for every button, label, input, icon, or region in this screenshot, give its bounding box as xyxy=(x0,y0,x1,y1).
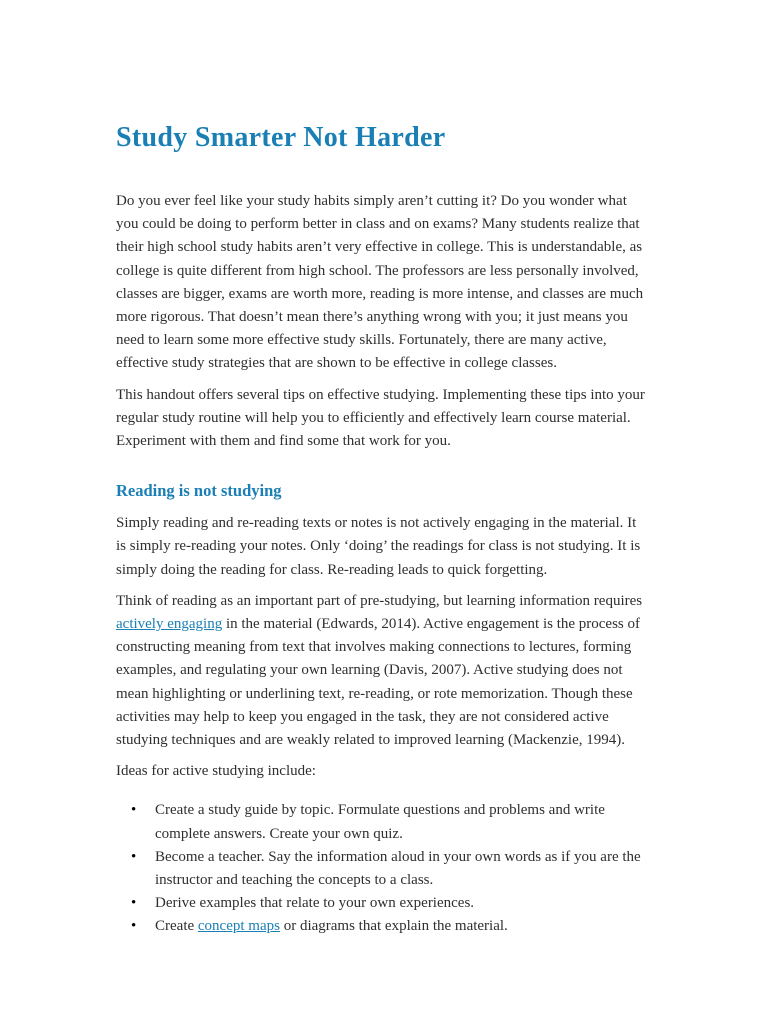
list-item-text-start: Create xyxy=(155,918,198,935)
bullet-icon: • xyxy=(131,848,137,865)
intro-paragraph-2: This handout offers several tips on effective studying. Implementing these tips into your regular study routine will help you to efficiently and effectively learn course material. Experiment with them and find some that work for you. xyxy=(116,386,645,450)
list-item xyxy=(131,915,649,938)
list-item xyxy=(131,799,649,845)
list-item xyxy=(131,846,649,892)
intro-paragraph-1: Do you ever feel like your study habits simply aren’t cutting it? Do you wonder what you could be doing to perform better in class and on exams? Many students realize that their high school study habits aren’t very effective in college. This is understandable, as college is quite different from high school. The professors are less personally involved, classes are bigger, exams are worth more, reading is more intense, and classes are much more rigorous. That doesn’t mean there’s anything wrong with you; it just means you need to learn some more effective study skills. Fortunately, there are many active, effective study strategies that are shown to be effective in college classes. xyxy=(116,193,644,372)
bullet-icon: • xyxy=(131,895,137,912)
list-item xyxy=(131,892,649,915)
list-item-text-end: or diagrams that explain the material. xyxy=(279,918,508,935)
reading-paragraph-1: Simply reading and re-reading texts or notes is not actively engaging in the material. It is simply re-reading your notes. Only ‘doing’ the readings for class is not studying. It is simply doing the reading for class. Re-reading leads to quick forgetting. xyxy=(116,515,641,578)
reading-paragraph-2-end: in the material (Edwards, 2014). Active engagement is the process of constructing meaning from text that involves making connections to lectures, forming examples, and regulating your own learning (Davis, 2007). Active studying does not mean highlighting or underlining text, re-reading, or rote memorization. Though these activities may help to keep you engaged in the task, they are not considered active studying techniques and are weakly related to improved learning (Mackenzie, 1994). xyxy=(116,616,641,749)
document-page xyxy=(116,118,649,939)
page-title: Study Smarter Not Harder xyxy=(116,122,446,153)
ideas-list xyxy=(116,799,649,938)
bullet-icon: • xyxy=(131,802,137,819)
bullet-icon: • xyxy=(131,918,137,935)
ideas-intro: Ideas for active studying include: xyxy=(116,763,316,780)
list-item-text: Create a study guide by topic. Formulate questions and problems and write complete answers. Create your own quiz. xyxy=(155,802,605,842)
section-heading-reading: Reading is not studying xyxy=(116,481,282,501)
actively-engaging-link[interactable]: actively engaging xyxy=(116,616,223,633)
concept-maps-link[interactable]: concept maps xyxy=(197,918,280,935)
reading-paragraph-2 xyxy=(116,590,649,752)
list-item-text: Become a teacher. Say the information aloud in your own words as if you are the instructor and teaching the concepts to a class. xyxy=(155,848,641,889)
list-item-text: Derive examples that relate to your own experiences. xyxy=(155,895,475,912)
reading-paragraph-2-start: Think of reading as an important part of pre-studying, but learning information requires xyxy=(116,592,643,609)
